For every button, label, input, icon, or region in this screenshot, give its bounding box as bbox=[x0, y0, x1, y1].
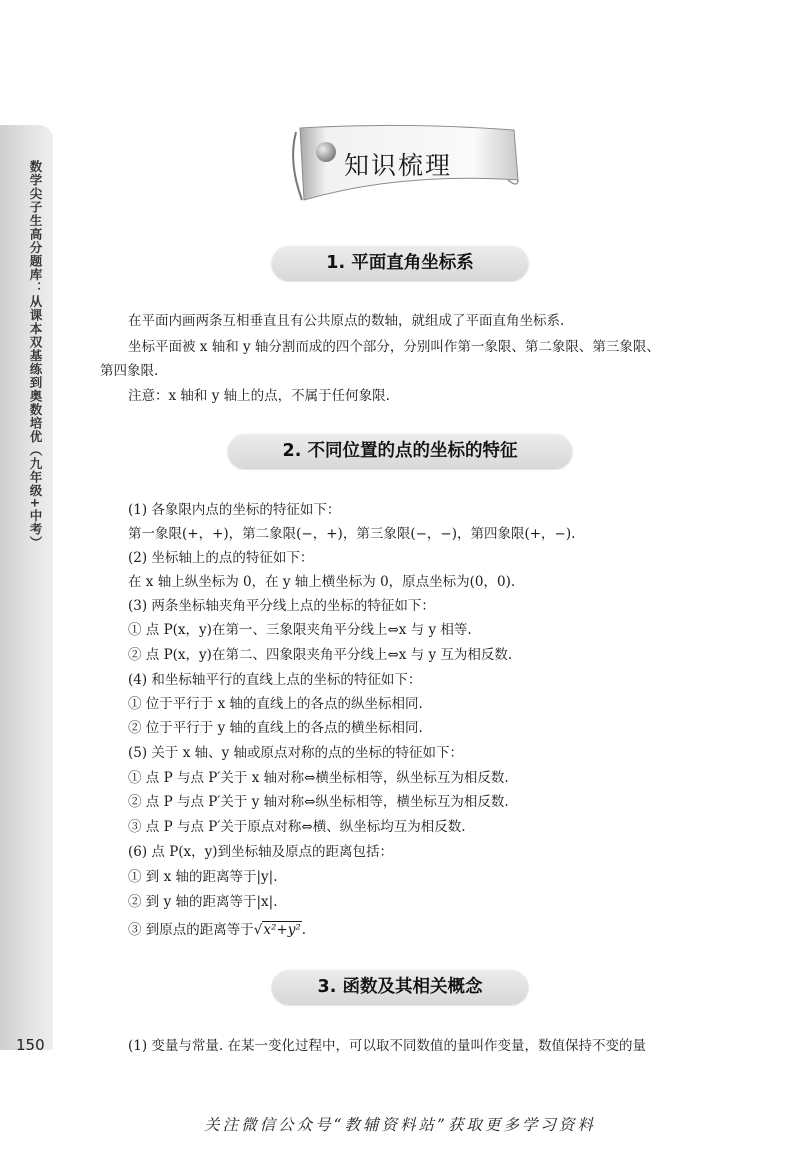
sqrt-sign: √ bbox=[253, 922, 263, 938]
note-line: 注意：x 轴和 y 轴上的点，不属于任何象限. bbox=[128, 388, 390, 404]
text-line: (5) 关于 x 轴、y 轴或原点对称的点的坐标的特征如下： bbox=[128, 745, 464, 761]
text-line: (6) 点 P(x，y)到坐标轴及原点的距离包括： bbox=[128, 844, 394, 860]
title-banner bbox=[282, 122, 522, 204]
text-line: (3) 两条坐标轴夹角平分线上点的坐标的特征如下： bbox=[128, 598, 435, 614]
text-line: 第四象限. bbox=[100, 363, 159, 379]
footer-note: 关注微信公众号“教辅资料站”获取更多学习资料 bbox=[204, 1116, 596, 1134]
sqrt-radicand: x²+y² bbox=[263, 922, 301, 938]
text-line: (2) 坐标轴上的点的特征如下： bbox=[128, 550, 314, 566]
section-header-2: 2. 不同位置的点的坐标的特征 bbox=[228, 434, 572, 468]
text-line: 第一象限(+，+)，第二象限(−，+)，第三象限(−，−)，第四象限(+，−). bbox=[128, 526, 576, 542]
text-line: (1) 变量与常量. 在某一变化过程中，可以取不同数值的量叫作变量，数值保持不变的量 bbox=[128, 1038, 646, 1054]
section-header-1: 1. 平面直角坐标系 bbox=[272, 246, 528, 280]
text-line: 在平面内画两条互相垂直且有公共原点的数轴，就组成了平面直角坐标系. bbox=[128, 313, 565, 329]
text-line: ② 到 y 轴的距离等于|x|. bbox=[128, 894, 278, 910]
text-line: ② 点 P 与点 P′关于 y 轴对称⇔纵坐标相等，横坐标互为相反数. bbox=[128, 794, 509, 810]
text-line: ① 点 P(x，y)在第一、三象限夹角平分线上⇔x 与 y 相等. bbox=[128, 622, 472, 638]
banner-title: 知识梳理 bbox=[344, 151, 453, 180]
text-line: (1) 各象限内点的坐标的特征如下： bbox=[128, 502, 341, 518]
page-number: 150 bbox=[16, 1036, 45, 1054]
text-line: (4) 和坐标轴平行的直线上点的坐标的特征如下： bbox=[128, 672, 422, 688]
section-header-3: 3. 函数及其相关概念 bbox=[272, 970, 528, 1004]
sqrt-prefix: ③ 到原点的距离等于 bbox=[128, 922, 254, 938]
text-line: ① 点 P 与点 P′关于 x 轴对称⇔横坐标相等，纵坐标互为相反数. bbox=[128, 770, 509, 786]
text-line: ① 位于平行于 x 轴的直线上的各点的纵坐标相同. bbox=[128, 696, 423, 712]
text-line: ② 点 P(x，y)在第二、四象限夹角平分线上⇔x 与 y 互为相反数. bbox=[128, 647, 513, 663]
text-line: 在 x 轴上纵坐标为 0，在 y 轴上横坐标为 0，原点坐标为(0，0). bbox=[128, 574, 516, 590]
book-series-label: 数学尖子生高分题库：从课本双基练到奥数培优（九年级+中考） bbox=[28, 160, 43, 550]
text-line: ① 到 x 轴的距离等于|y|. bbox=[128, 869, 278, 885]
text-line: ③ 点 P 与点 P′关于原点对称⇔横、纵坐标均互为相反数. bbox=[128, 819, 466, 835]
text-line-sqrt bbox=[128, 920, 306, 940]
text-line: 坐标平面被 x 轴和 y 轴分割而成的四个部分，分别叫作第一象限、第二象限、第三象限、 bbox=[128, 339, 660, 355]
text-line: ② 位于平行于 y 轴的直线上的各点的横坐标相同. bbox=[128, 720, 423, 736]
sqrt-suffix: . bbox=[301, 922, 307, 938]
